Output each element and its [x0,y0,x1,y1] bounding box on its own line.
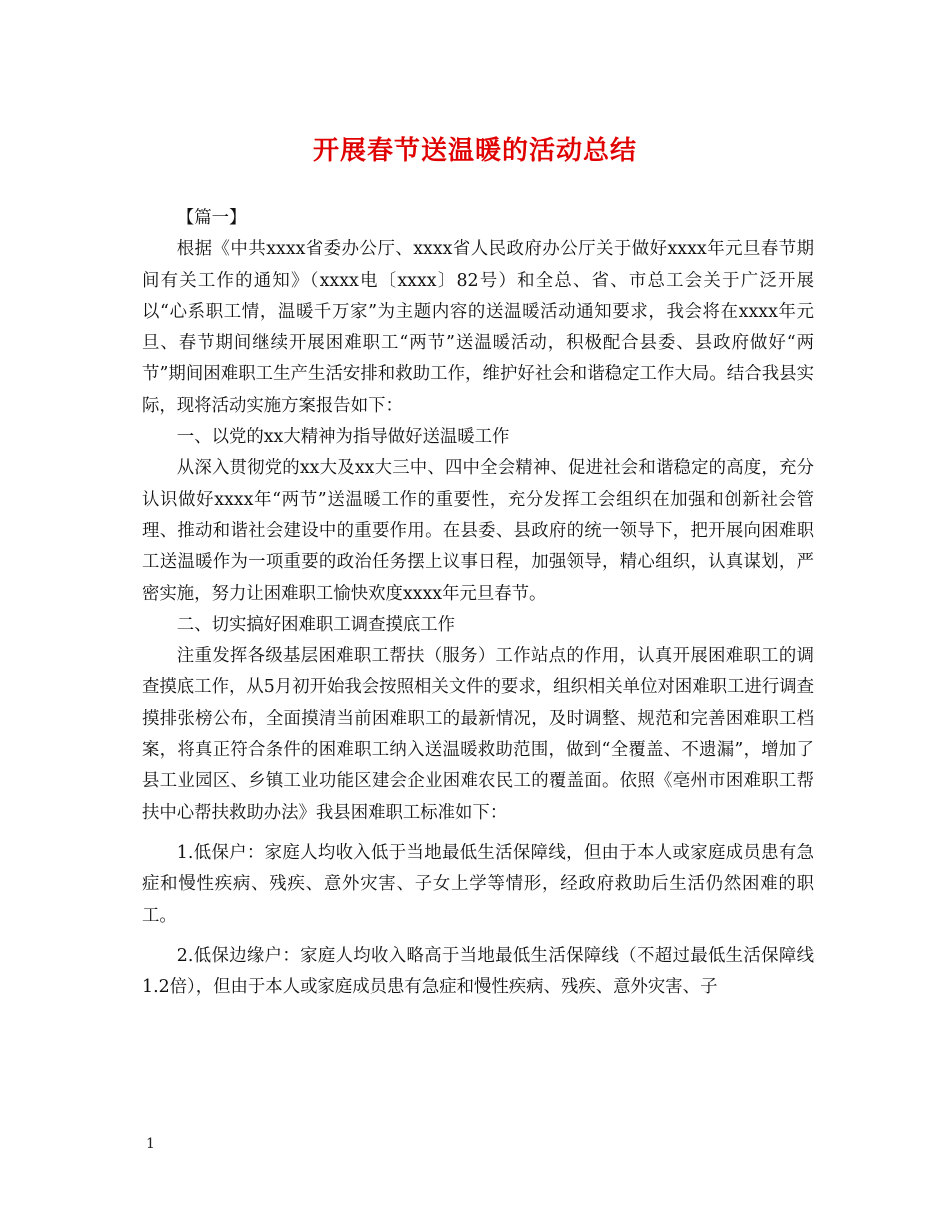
heading-one: 一、以党的xx大精神为指导做好送温暖工作 [176,427,510,448]
document-title: 开展春节送温暖的活动总结 [312,136,637,166]
paragraph-two: 注重发挥各级基层困难职工帮扶（服务）工作站点的作用，认真开展困难职工的调查摸底工作，从5月初开始我会按照相关文件的要求，组织相关单位对困难职工进行调查摸排张榜公布，全面摸清当前困难职工的最新情况，及时调整、规范和完善困难职工档案，将真正符合条件的困难职工纳入送温暖救助范围，做到“全覆盖、不遗漏”，增加了县工业园区、乡镇工业功能区建会企业困难农民工的覆盖面。依照《亳州市困难职工帮扶中心帮扶救助办法》我县困难职工标准如下： [142,646,814,823]
section-label: 【篇一】 [176,208,247,228]
paragraph-one: 从深入贯彻党的xx大及xx大三中、四中全会精神、促进社会和谐稳定的高度，充分认识做好xxxx年“两节”送温暖工作的重要性，充分发挥工会组织在加强和创新社会管理、推动和谐社会建设中的重要作用。在县委、县政府的统一领导下，把开展向困难职工送温暖作为一项重要的政治任务摆上议事日程，加强领导，精心组织，认真谋划，严密实施，努力让困难职工愉快欢度xxxx年元旦春节。 [142,458,814,604]
page-number: 1 [146,1136,155,1152]
list-item-low-income: 1.低保户：家庭人均收入低于当地最低生活保障线，但由于本人或家庭成员患有急症和慢性疾病、残疾、意外灾害、子女上学等情形，经政府救助后生活仍然困难的职工。 [142,842,814,926]
document-body [142,203,814,1003]
paragraph-intro: 根据《中共xxxx省委办公厅、xxxx省人民政府办公厅关于做好xxxx年元旦春节期间有关工作的通知》（xxxx电〔xxxx〕82号）和全总、省、市总工会关于广泛开展以“心系职工情，温暖千万家”为主题内容的送温暖活动通知要求，我会将在xxxx年元旦、春节期间继续开展困难职工“两节”送温暖活动，积极配合县委、县政府做好“两节”期间困难职工生产生活安排和救助工作，维护好社会和谐稳定工作大局。结合我县实际，现将活动实施方案报告如下： [142,239,814,416]
list-item-marginal-income: 2.低保边缘户：家庭人均收入略高于当地最低生活保障线（不超过最低生活保障线1.2倍），但由于本人或家庭成员患有急症和慢性疾病、残疾、意外灾害、子 [142,945,814,998]
heading-two: 二、切实搞好困难职工调查摸底工作 [176,614,456,635]
